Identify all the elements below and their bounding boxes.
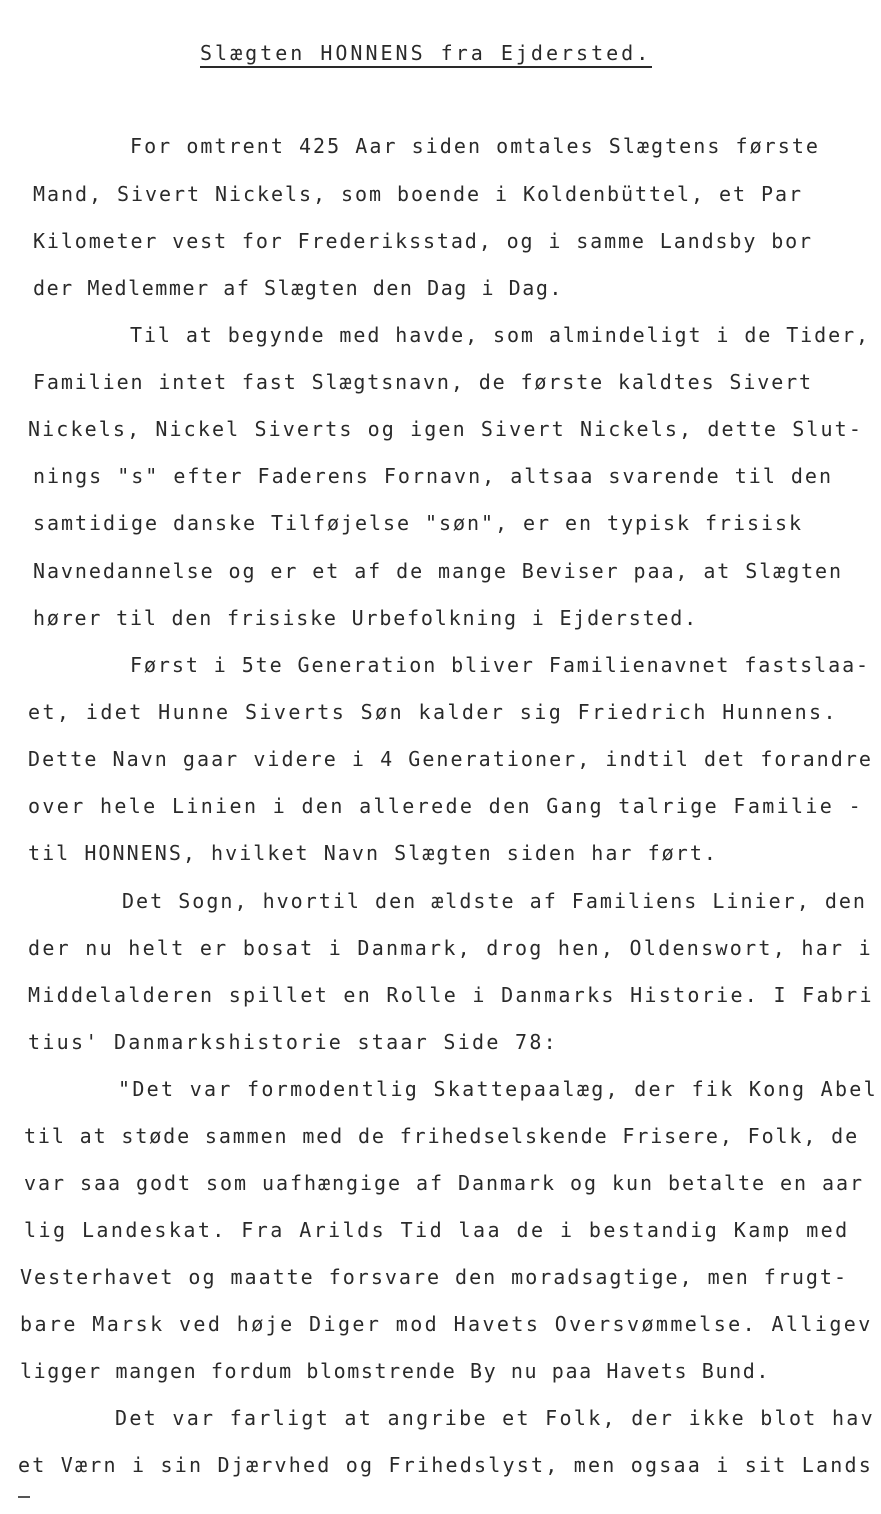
text-line: Det Sogn, hvortil den ældste af Familiens Linier, den xyxy=(122,889,867,913)
text-line: Middelalderen spillet en Rolle i Danmarks Historie. I Fabri xyxy=(28,983,874,1007)
text-line: Kilometer vest for Frederiksstad, og i samme Landsby bor xyxy=(33,229,813,253)
text-line: bare Marsk ved høje Diger mod Havets Oversvømmelse. Alligev xyxy=(20,1312,873,1336)
text-line: til HONNENS, hvilket Navn Slægten siden har ført. xyxy=(28,841,718,865)
text-line: For omtrent 425 Aar siden omtales Slægtens første xyxy=(130,134,820,158)
title-underline xyxy=(200,66,652,68)
text-line: Mand, Sivert Nickels, som boende i Koldenbüttel, et Par xyxy=(33,182,803,206)
text-line: Familien intet fast Slægtsnavn, de første kaldtes Sivert xyxy=(33,370,813,394)
text-line: ligger mangen fordum blomstrende By nu paa Havets Bund. xyxy=(20,1359,770,1383)
text-line: et, idet Hunne Siverts Søn kalder sig Friedrich Hunnens. xyxy=(28,700,838,724)
text-line: lig Landeskat. Fra Arilds Tid laa de i bestandig Kamp med xyxy=(24,1218,850,1242)
text-line: Nickels, Nickel Siverts og igen Sivert Nickels, dette Slut- xyxy=(28,417,863,441)
text-line: til at støde sammen med de frihedselskende Frisere, Folk, de xyxy=(24,1124,859,1148)
text-line: hører til den frisiske Urbefolkning i Ejdersted. xyxy=(33,606,698,630)
text-line: Navnedannelse og er et af de mange Beviser paa, at Slægten xyxy=(33,559,843,583)
text-line: nings "s" efter Faderens Fornavn, altsaa svarende til den xyxy=(33,464,833,488)
text-line: der nu helt er bosat i Danmark, drog hen, Oldenswort, har i xyxy=(28,936,873,960)
text-line: Dette Navn gaar videre i 4 Generationer, indtil det forandre xyxy=(28,747,873,771)
text-line: der Medlemmer af Slægten den Dag i Dag. xyxy=(33,276,563,300)
text-line: Det var farligt at angribe et Folk, der ikke blot hav xyxy=(115,1406,875,1430)
text-line: Først i 5te Generation bliver Familienavnet fastslaa- xyxy=(130,653,870,677)
text-line: over hele Linien i den allerede den Gang talrige Familie - xyxy=(28,794,863,818)
document-title: Slægten HONNENS fra Ejdersted. xyxy=(200,41,652,65)
text-line: "Det var formodentlig Skattepaalæg, der fik Kong Abel xyxy=(118,1077,878,1101)
scan-mark xyxy=(18,1496,30,1498)
text-line: var saa godt som uafhængige af Danmark og kun betalte en aar xyxy=(24,1171,864,1195)
text-line: tius' Danmarkshistorie staar Side 78: xyxy=(28,1030,558,1054)
text-line: Til at begynde med havde, som almindeligt i de Tider, xyxy=(130,323,870,347)
text-line: Vesterhavet og maatte forsvare den moradsagtige, men frugt- xyxy=(20,1265,848,1289)
text-line: et Værn i sin Djærvhed og Frihedslyst, men ogsaa i sit Lands xyxy=(18,1453,873,1477)
text-line: samtidige danske Tilføjelse "søn", er en typisk frisisk xyxy=(33,511,803,535)
